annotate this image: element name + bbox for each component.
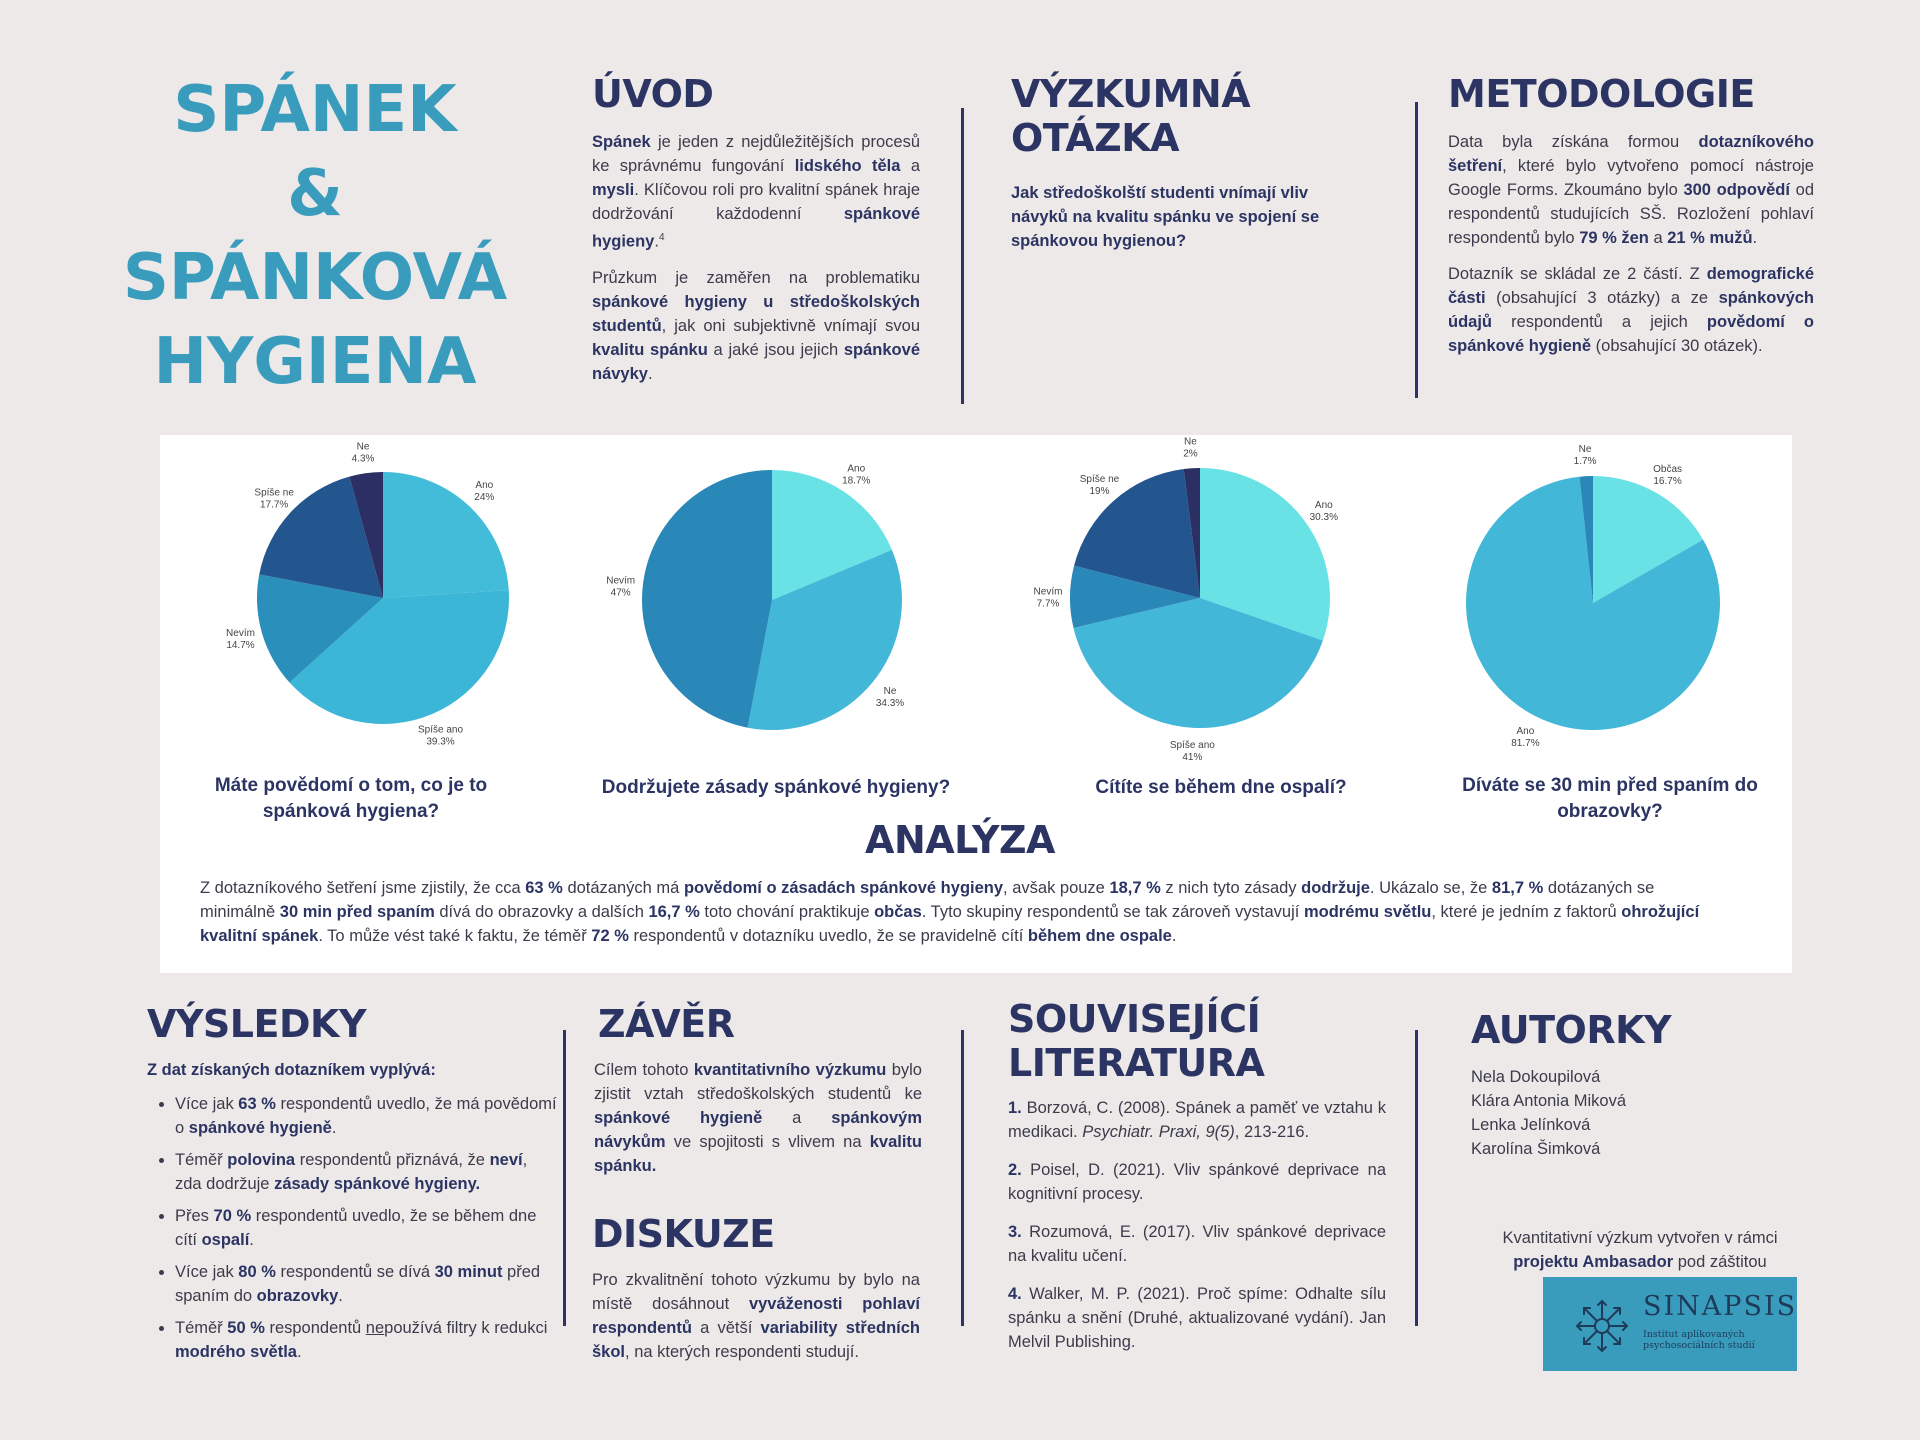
zaver-heading: ZÁVĚR xyxy=(598,1002,735,1046)
pie-slice-value: 81.7% xyxy=(1511,737,1540,749)
pie-slice-label: Nevím xyxy=(606,575,636,587)
pie-slice-label: Ne xyxy=(1578,444,1592,456)
autorky-heading: AUTORKY xyxy=(1471,1008,1672,1052)
uvod-heading: ÚVOD xyxy=(592,72,714,116)
pie-slice-label: Ne xyxy=(883,685,897,697)
diskuze-heading: DISKUZE xyxy=(592,1212,775,1256)
author-name: Klára Antonia Miková xyxy=(1471,1092,1627,1110)
pie-slice-value: 1.7% xyxy=(1573,456,1597,468)
vysledky-heading: VÝSLEDKY xyxy=(147,1002,366,1046)
sponsor-note xyxy=(1470,1226,1810,1274)
title-line-3: SPÁNKOVÁ xyxy=(122,241,508,315)
divider xyxy=(1415,1030,1418,1326)
pie-slice-label: Ne xyxy=(356,441,370,453)
pie-slice-value: 39.3% xyxy=(426,736,455,748)
sponsor-line-2 xyxy=(1470,1250,1810,1274)
project-name: projektu Ambasador xyxy=(1513,1253,1674,1271)
author-name: Lenka Jelínková xyxy=(1471,1116,1591,1134)
pie-chart-4 xyxy=(1466,444,1720,749)
metodologie-paragraph-2: Dotazník se skládal ze 2 částí. Z demografické části (obsahující 3 otázky) a ze spánkových údajů respondentů a jejich povědomí o spánkové hygieně (obsahující 30 otázek). xyxy=(1448,265,1815,355)
vysledky-intro: Z dat získaných dotazníkem vyplývá: xyxy=(147,1061,436,1079)
pie-slice-label: Nevím xyxy=(226,627,255,639)
analyza-text: Z dotazníkového šetření jsme zjistily, že cca 63 % dotázaných má povědomí o zásadách spánkové hygieny, avšak pouze 18,7 % z nich tyto zásady dodržuje. Ukázalo se, že 81,7 % dotázaných se minimálně 30 min před spaním dívá do obrazovky a dalších 16,7 % toto chování praktikuje občas. Tyto skupiny respondentů se tak zároveň vystavují modrému světlu, které je jedním z faktorů ohrožující kvalitní spánek. To může vést také k faktu, že téměř 72 % respondentů v dotazníku uvedlo, že se pravidelně cítí během dne ospale. xyxy=(200,879,1700,945)
pie-slice-value: 4.3% xyxy=(351,453,375,465)
zaver-text: Cílem tohoto kvantitativního výzkumu bylo zjistit vztah středoškolských studentů ke spánkové hygieně a spánkovým návykům ve spojitosti s vlivem na kvalitu spánku. xyxy=(594,1061,922,1175)
pie-slice-label: Spíše ne xyxy=(1079,473,1120,485)
reference-item: 1. Borzová, C. (2008). Spánek a paměť ve vztahu k medikaci. Psychiatr. Praxi, 9(5), 213-216. xyxy=(1008,1099,1386,1141)
author-name: Nela Dokoupilová xyxy=(1471,1068,1601,1086)
pie-slice-value: 47% xyxy=(610,587,631,599)
pie-slice-value: 24% xyxy=(474,492,495,504)
title-line-1: SPÁNEK xyxy=(173,73,457,147)
pie-slice-value: 14.7% xyxy=(226,639,255,651)
result-item: • Přes 70 % respondentů uvedlo, že se během dne cítí ospalí. xyxy=(175,1204,557,1252)
result-item: • Více jak 63 % respondentů uvedlo, že má povědomí o spánkové hygieně. xyxy=(175,1092,557,1140)
reference-item: 4. Walker, M. P. (2021). Proč spíme: Odhalte sílu spánku a snění (Druhé, aktualizované vydání). Jan Melvil Publishing. xyxy=(1008,1285,1386,1351)
pie-slice-value: 18.7% xyxy=(842,475,871,487)
pie-slice-label: Nevím xyxy=(1033,586,1063,598)
uvod-paragraph-1: Spánek je jeden z nejdůležitějších procesů ke správnému fungování lidského těla a mysli. Klíčovou roli pro kvalitní spánek hraje dodržování každodenní spánkové hygieny.$^4$ xyxy=(592,133,921,251)
analyza-heading: ANALÝZA xyxy=(865,818,1055,862)
literatura-heading-line-1: SOUVISEJÍCÍ xyxy=(1008,997,1261,1041)
sinapsis-logo xyxy=(1543,1277,1797,1371)
pie-slice-label: Ne xyxy=(1184,436,1197,448)
pie-slice-label: Ano xyxy=(847,463,866,475)
pie-chart-1 xyxy=(226,441,509,747)
author-name: Karolína Šimková xyxy=(1471,1140,1601,1158)
pie-question-1: Máte povědomí o tom, co je to spánková hygiena? xyxy=(214,775,488,822)
metodologie-heading: METODOLOGIE xyxy=(1448,72,1755,116)
logo-name: SINAPSIS xyxy=(1643,1291,1798,1322)
diskuze-text: Pro zkvalitnění tohoto výzkumu by bylo na místě dosáhnout vyváženosti pohlaví respondentů a větší variability středních škol, na kterých respondenti studují. xyxy=(592,1271,921,1361)
metodologie-paragraph-1: Data byla získána formou dotazníkového šetření, které bylo vytvořeno pomocí nástroje Google Forms. Zkoumáno bylo 300 odpovědí od respondentů studujících SŠ. Rozložení pohlaví respondentů bylo 79 % žen a 21 % mužů. xyxy=(1448,133,1814,247)
pie-slice-value: 19% xyxy=(1089,485,1110,497)
pie-slice-label: Ano xyxy=(475,480,494,492)
divider xyxy=(961,1030,964,1326)
otazka-heading-line-2: OTÁZKA xyxy=(1011,116,1180,160)
result-item: • Více jak 80 % respondentů se dívá 30 minut před spaním do obrazovky. xyxy=(175,1260,557,1308)
literatura-heading-line-2: LITERATURA xyxy=(1008,1041,1265,1085)
pie-slice-label: Spíše ano xyxy=(1169,739,1215,751)
logo-subtitle: Institut aplikovaných psychosociálních studií xyxy=(1643,1329,1755,1351)
pie-slice-value: 16.7% xyxy=(1653,476,1682,488)
divider xyxy=(563,1030,566,1326)
pie-chart-3 xyxy=(1034,436,1339,763)
result-item: • Téměř polovina respondentů přiznává, že neví, zda dodržuje zásady spánkové hygieny. xyxy=(175,1148,557,1196)
pie-slice-value: 41% xyxy=(1182,751,1203,763)
pie-slice-label: Spíše ano xyxy=(417,724,464,736)
pie-slice-value: 17.7% xyxy=(259,499,289,511)
pie-slice-label: Občas xyxy=(1653,464,1683,476)
result-item: • Téměř 50 % respondentů nepoužívá filtry k redukci modrého světla. xyxy=(175,1316,557,1364)
research-question: Jak středoškolští studenti vnímají vliv návyků na kvalitu spánku ve spojení se spánkovou hygienou? xyxy=(1011,184,1320,250)
reference-item: 2. Poisel, D. (2021). Vliv spánkové deprivace na kognitivní procesy. xyxy=(1008,1161,1386,1203)
pie-slice-value: 7.7% xyxy=(1036,598,1060,610)
pie-slice-label: Ano xyxy=(1516,725,1535,737)
results-list xyxy=(147,1092,557,1364)
pie-slice-value: 30.3% xyxy=(1309,511,1338,523)
literatura-heading xyxy=(1008,997,1264,1085)
pie-slice xyxy=(642,470,772,728)
pie-question-2: Dodržujete zásady spánkové hygieny? xyxy=(601,777,951,798)
pie-question-4: Díváte se 30 min před spaním do obrazovky? xyxy=(1462,775,1758,822)
references-list xyxy=(1008,1096,1386,1368)
pie-question-3: Cítíte se během dne ospalí? xyxy=(1095,777,1347,798)
authors-list xyxy=(1471,1065,1791,1161)
sponsor-line-1: Kvantitativní výzkum vytvořen v rámci xyxy=(1502,1229,1778,1247)
sponsor-rest: pod záštitou xyxy=(1673,1253,1767,1271)
uvod-paragraph-2: Průzkum je zaměřen na problematiku spánkové hygieny u středoškolských studentů, jak oni subjektivně vnímají svou kvalitu spánku a jaké jsou jejich spánkové návyky. xyxy=(592,268,920,383)
pie-slice-value: 34.3% xyxy=(875,697,905,709)
title-line-2: & xyxy=(287,157,343,231)
title-line-4: HYGIENA xyxy=(153,325,477,399)
pie-slice-value: 2% xyxy=(1183,448,1198,460)
pie-chart-2 xyxy=(606,463,904,730)
reference-item: 3. Rozumová, E. (2017). Vliv spánkové deprivace na kvalitu učení. xyxy=(1008,1223,1386,1265)
pie-slice-label: Spíše ne xyxy=(254,487,294,499)
vysledky-section xyxy=(147,1058,557,1372)
neuron-icon xyxy=(1571,1295,1633,1357)
otazka-heading-line-1: VÝZKUMNÁ xyxy=(1011,72,1251,116)
pie-slice-label: Ano xyxy=(1314,499,1333,511)
